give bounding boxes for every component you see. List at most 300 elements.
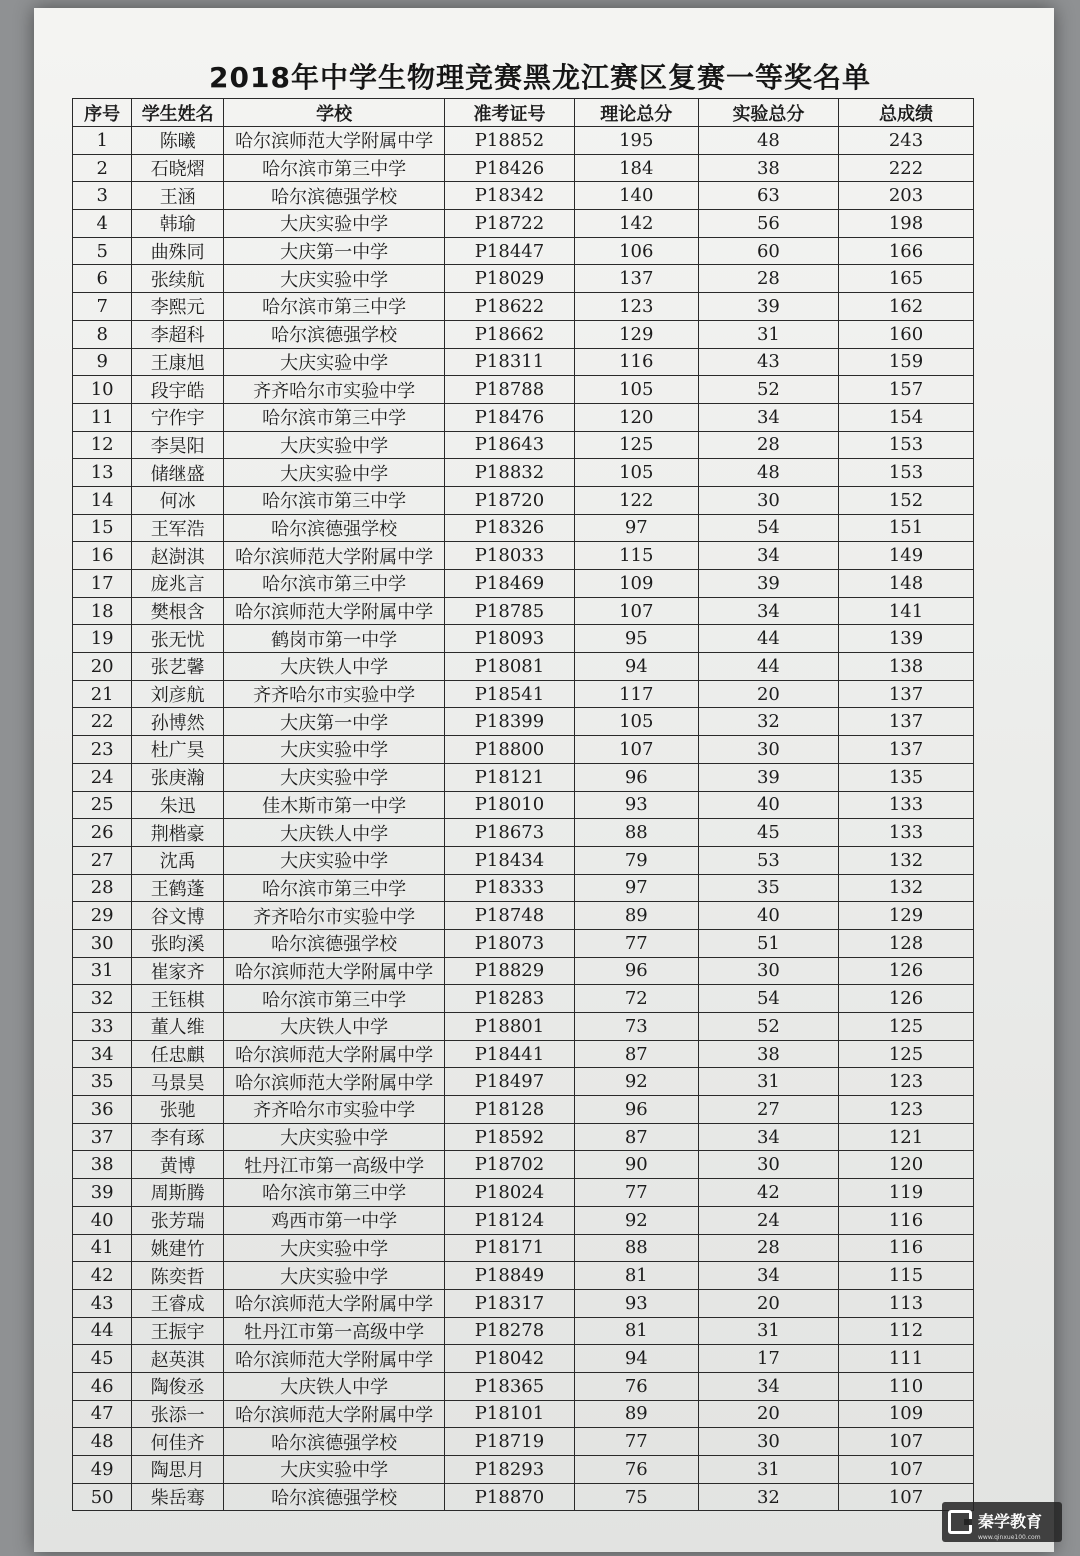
row-number: 39	[73, 1179, 132, 1207]
total-score: 141	[839, 597, 974, 625]
row-number: 44	[73, 1317, 132, 1345]
exam-id: P18441	[445, 1040, 574, 1068]
total-score: 112	[839, 1317, 974, 1345]
student-name: 姚建竹	[132, 1234, 224, 1262]
school-name: 哈尔滨师范大学附属中学	[224, 1068, 445, 1096]
table-row	[73, 320, 974, 348]
total-score: 111	[839, 1345, 974, 1373]
school-name: 哈尔滨师范大学附属中学	[224, 1345, 445, 1373]
lab-score: 28	[698, 431, 838, 459]
theory-score: 79	[574, 846, 698, 874]
row-number: 11	[73, 403, 132, 431]
exam-id: P18662	[445, 320, 574, 348]
theory-score: 116	[574, 348, 698, 376]
row-number: 28	[73, 874, 132, 902]
lab-score: 20	[698, 1400, 838, 1428]
lab-score: 31	[698, 1068, 838, 1096]
theory-score: 97	[574, 514, 698, 542]
row-number: 40	[73, 1206, 132, 1234]
school-name: 牡丹江市第一高级中学	[224, 1151, 445, 1179]
total-score: 162	[839, 293, 974, 321]
student-name: 陶俊丞	[132, 1372, 224, 1400]
total-score: 123	[839, 1096, 974, 1124]
lab-score: 56	[698, 210, 838, 238]
total-score: 121	[839, 1123, 974, 1151]
row-number: 2	[73, 154, 132, 182]
lab-score: 28	[698, 265, 838, 293]
lab-score: 31	[698, 1317, 838, 1345]
total-score: 107	[839, 1483, 974, 1511]
theory-score: 123	[574, 293, 698, 321]
total-score: 133	[839, 791, 974, 819]
lab-score: 32	[698, 708, 838, 736]
exam-id: P18081	[445, 653, 574, 681]
school-name: 大庆实验中学	[224, 736, 445, 764]
lab-score: 48	[698, 459, 838, 487]
school-name: 哈尔滨师范大学附属中学	[224, 1289, 445, 1317]
student-name: 王睿成	[132, 1289, 224, 1317]
exam-id: P18801	[445, 1013, 574, 1041]
student-name: 张无忧	[132, 625, 224, 653]
total-score: 123	[839, 1068, 974, 1096]
total-score: 151	[839, 514, 974, 542]
school-name: 齐齐哈尔市实验中学	[224, 376, 445, 404]
table-row	[73, 819, 974, 847]
student-name: 荆楷豪	[132, 819, 224, 847]
exam-id: P18128	[445, 1096, 574, 1124]
student-name: 张续航	[132, 265, 224, 293]
row-number: 50	[73, 1483, 132, 1511]
lab-score: 17	[698, 1345, 838, 1373]
table-row	[73, 1096, 974, 1124]
theory-score: 142	[574, 210, 698, 238]
theory-score: 97	[574, 874, 698, 902]
total-score: 243	[839, 127, 974, 155]
student-name: 李超科	[132, 320, 224, 348]
theory-score: 184	[574, 154, 698, 182]
total-score: 137	[839, 736, 974, 764]
student-name: 王钰棋	[132, 985, 224, 1013]
school-name: 齐齐哈尔市实验中学	[224, 902, 445, 930]
lab-score: 34	[698, 1262, 838, 1290]
table-row	[73, 210, 974, 238]
theory-score: 94	[574, 653, 698, 681]
theory-score: 81	[574, 1317, 698, 1345]
student-name: 任忠麒	[132, 1040, 224, 1068]
table-row	[73, 1013, 974, 1041]
lab-score: 52	[698, 376, 838, 404]
row-number: 36	[73, 1096, 132, 1124]
theory-score: 76	[574, 1456, 698, 1484]
exam-id: P18541	[445, 680, 574, 708]
exam-id: P18849	[445, 1262, 574, 1290]
total-score: 153	[839, 431, 974, 459]
table-row	[73, 1123, 974, 1151]
table-row	[73, 514, 974, 542]
total-score: 116	[839, 1234, 974, 1262]
school-name: 哈尔滨师范大学附属中学	[224, 597, 445, 625]
school-name: 哈尔滨德强学校	[224, 514, 445, 542]
table-row	[73, 1400, 974, 1428]
school-name: 哈尔滨市第三中学	[224, 1179, 445, 1207]
school-name: 哈尔滨市第三中学	[224, 154, 445, 182]
theory-score: 77	[574, 929, 698, 957]
exam-id: P18673	[445, 819, 574, 847]
row-number: 8	[73, 320, 132, 348]
lab-score: 30	[698, 957, 838, 985]
table-row	[73, 1040, 974, 1068]
lab-score: 30	[698, 1151, 838, 1179]
theory-score: 96	[574, 1096, 698, 1124]
lab-score: 43	[698, 348, 838, 376]
total-score: 107	[839, 1456, 974, 1484]
total-score: 166	[839, 237, 974, 265]
row-number: 46	[73, 1372, 132, 1400]
lab-score: 24	[698, 1206, 838, 1234]
school-name: 大庆实验中学	[224, 348, 445, 376]
student-name: 张添一	[132, 1400, 224, 1428]
school-name: 哈尔滨市第三中学	[224, 293, 445, 321]
total-score: 139	[839, 625, 974, 653]
student-name: 张芳瑞	[132, 1206, 224, 1234]
lab-score: 27	[698, 1096, 838, 1124]
table-row	[73, 1317, 974, 1345]
table-row	[73, 653, 974, 681]
table-row	[73, 265, 974, 293]
table-row	[73, 1262, 974, 1290]
row-number: 13	[73, 459, 132, 487]
table-row	[73, 403, 974, 431]
total-score: 203	[839, 182, 974, 210]
lab-score: 40	[698, 902, 838, 930]
school-name: 齐齐哈尔市实验中学	[224, 680, 445, 708]
student-name: 李昊阳	[132, 431, 224, 459]
theory-score: 96	[574, 957, 698, 985]
total-score: 153	[839, 459, 974, 487]
student-name: 张庚瀚	[132, 763, 224, 791]
theory-score: 87	[574, 1040, 698, 1068]
lab-score: 53	[698, 846, 838, 874]
row-number: 19	[73, 625, 132, 653]
school-name: 哈尔滨市第三中学	[224, 403, 445, 431]
theory-score: 125	[574, 431, 698, 459]
table-row	[73, 459, 974, 487]
exam-id: P18317	[445, 1289, 574, 1317]
row-number: 49	[73, 1456, 132, 1484]
table-body	[73, 127, 974, 1511]
row-number: 12	[73, 431, 132, 459]
table-row	[73, 597, 974, 625]
exam-id: P18748	[445, 902, 574, 930]
total-score: 125	[839, 1013, 974, 1041]
table-row	[73, 182, 974, 210]
row-number: 38	[73, 1151, 132, 1179]
awards-table	[72, 98, 974, 1511]
theory-score: 94	[574, 1345, 698, 1373]
row-number: 33	[73, 1013, 132, 1041]
exam-id: P18829	[445, 957, 574, 985]
theory-score: 105	[574, 708, 698, 736]
row-number: 22	[73, 708, 132, 736]
exam-id: P18010	[445, 791, 574, 819]
theory-score: 107	[574, 597, 698, 625]
theory-score: 88	[574, 819, 698, 847]
theory-score: 92	[574, 1206, 698, 1234]
theory-score: 109	[574, 570, 698, 598]
watermark	[942, 1502, 1062, 1542]
table-row	[73, 763, 974, 791]
row-number: 35	[73, 1068, 132, 1096]
theory-score: 93	[574, 1289, 698, 1317]
exam-id: P18293	[445, 1456, 574, 1484]
exam-id: P18311	[445, 348, 574, 376]
lab-score: 39	[698, 763, 838, 791]
exam-id: P18365	[445, 1372, 574, 1400]
school-name: 哈尔滨市第三中学	[224, 570, 445, 598]
school-name: 哈尔滨市第三中学	[224, 874, 445, 902]
lab-score: 42	[698, 1179, 838, 1207]
school-name: 大庆铁人中学	[224, 1372, 445, 1400]
school-name: 哈尔滨德强学校	[224, 182, 445, 210]
total-score: 152	[839, 486, 974, 514]
total-score: 222	[839, 154, 974, 182]
school-name: 大庆实验中学	[224, 459, 445, 487]
table-row	[73, 846, 974, 874]
student-name: 董人维	[132, 1013, 224, 1041]
lab-score: 34	[698, 1372, 838, 1400]
total-score: 137	[839, 680, 974, 708]
school-name: 大庆第一中学	[224, 708, 445, 736]
exam-id: P18073	[445, 929, 574, 957]
table-row	[73, 570, 974, 598]
lab-score: 38	[698, 1040, 838, 1068]
watermark-url: www.qinxue100.com	[978, 1534, 1041, 1541]
row-number: 48	[73, 1428, 132, 1456]
theory-score: 75	[574, 1483, 698, 1511]
exam-id: P18702	[445, 1151, 574, 1179]
student-name: 赵澍淇	[132, 542, 224, 570]
row-number: 9	[73, 348, 132, 376]
header-total-score: 总成绩	[839, 99, 974, 127]
row-number: 4	[73, 210, 132, 238]
school-name: 哈尔滨师范大学附属中学	[224, 1040, 445, 1068]
theory-score: 81	[574, 1262, 698, 1290]
student-name: 陈曦	[132, 127, 224, 155]
total-score: 126	[839, 985, 974, 1013]
exam-id: P18788	[445, 376, 574, 404]
exam-id: P18852	[445, 127, 574, 155]
exam-id: P18278	[445, 1317, 574, 1345]
school-name: 大庆实验中学	[224, 265, 445, 293]
total-score: 119	[839, 1179, 974, 1207]
table-row	[73, 348, 974, 376]
school-name: 哈尔滨师范大学附属中学	[224, 1400, 445, 1428]
school-name: 鹤岗市第一中学	[224, 625, 445, 653]
table-row	[73, 1483, 974, 1511]
table-row	[73, 293, 974, 321]
header-student-name: 学生姓名	[132, 99, 224, 127]
student-name: 李有琢	[132, 1123, 224, 1151]
row-number: 3	[73, 182, 132, 210]
total-score: 120	[839, 1151, 974, 1179]
school-name: 大庆铁人中学	[224, 1013, 445, 1041]
theory-score: 76	[574, 1372, 698, 1400]
table-row	[73, 1456, 974, 1484]
row-number: 21	[73, 680, 132, 708]
total-score: 107	[839, 1428, 974, 1456]
total-score: 129	[839, 902, 974, 930]
total-score: 159	[839, 348, 974, 376]
student-name: 何佳齐	[132, 1428, 224, 1456]
student-name: 谷文博	[132, 902, 224, 930]
brand-logo-icon	[948, 1510, 972, 1534]
lab-score: 51	[698, 929, 838, 957]
lab-score: 34	[698, 597, 838, 625]
exam-id: P18101	[445, 1400, 574, 1428]
exam-id: P18326	[445, 514, 574, 542]
row-number: 14	[73, 486, 132, 514]
school-name: 哈尔滨德强学校	[224, 320, 445, 348]
table-row	[73, 1151, 974, 1179]
row-number: 42	[73, 1262, 132, 1290]
lab-score: 31	[698, 320, 838, 348]
lab-score: 52	[698, 1013, 838, 1041]
school-name: 大庆实验中学	[224, 1456, 445, 1484]
theory-score: 129	[574, 320, 698, 348]
total-score: 128	[839, 929, 974, 957]
student-name: 何冰	[132, 486, 224, 514]
exam-id: P18497	[445, 1068, 574, 1096]
theory-score: 195	[574, 127, 698, 155]
school-name: 大庆实验中学	[224, 431, 445, 459]
total-score: 165	[839, 265, 974, 293]
theory-score: 117	[574, 680, 698, 708]
exam-id: P18124	[445, 1206, 574, 1234]
exam-id: P18785	[445, 597, 574, 625]
lab-score: 54	[698, 985, 838, 1013]
exam-id: P18476	[445, 403, 574, 431]
total-score: 154	[839, 403, 974, 431]
row-number: 7	[73, 293, 132, 321]
total-score: 115	[839, 1262, 974, 1290]
total-score: 126	[839, 957, 974, 985]
school-name: 哈尔滨德强学校	[224, 929, 445, 957]
school-name: 哈尔滨德强学校	[224, 1483, 445, 1511]
row-number: 25	[73, 791, 132, 819]
row-number: 26	[73, 819, 132, 847]
row-number: 16	[73, 542, 132, 570]
exam-id: P18029	[445, 265, 574, 293]
lab-score: 30	[698, 486, 838, 514]
school-name: 哈尔滨德强学校	[224, 1428, 445, 1456]
row-number: 24	[73, 763, 132, 791]
student-name: 张昀溪	[132, 929, 224, 957]
student-name: 石晓熠	[132, 154, 224, 182]
header-theory-score: 理论总分	[574, 99, 698, 127]
header-lab-score: 实验总分	[698, 99, 838, 127]
lab-score: 45	[698, 819, 838, 847]
row-number: 27	[73, 846, 132, 874]
total-score: 135	[839, 763, 974, 791]
theory-score: 115	[574, 542, 698, 570]
school-name: 大庆第一中学	[224, 237, 445, 265]
student-name: 王振宇	[132, 1317, 224, 1345]
student-name: 宁作宇	[132, 403, 224, 431]
row-number: 45	[73, 1345, 132, 1373]
row-number: 18	[73, 597, 132, 625]
theory-score: 96	[574, 763, 698, 791]
theory-score: 106	[574, 237, 698, 265]
total-score: 113	[839, 1289, 974, 1317]
theory-score: 140	[574, 182, 698, 210]
exam-id: P18832	[445, 459, 574, 487]
row-number: 34	[73, 1040, 132, 1068]
theory-score: 105	[574, 459, 698, 487]
school-name: 大庆铁人中学	[224, 819, 445, 847]
student-name: 李熙元	[132, 293, 224, 321]
total-score: 148	[839, 570, 974, 598]
exam-id: P18042	[445, 1345, 574, 1373]
lab-score: 30	[698, 1428, 838, 1456]
header-exam-id: 准考证号	[445, 99, 574, 127]
lab-score: 44	[698, 625, 838, 653]
theory-score: 122	[574, 486, 698, 514]
exam-id: P18434	[445, 846, 574, 874]
exam-id: P18719	[445, 1428, 574, 1456]
theory-score: 95	[574, 625, 698, 653]
theory-score: 90	[574, 1151, 698, 1179]
lab-score: 39	[698, 570, 838, 598]
school-name: 大庆实验中学	[224, 1123, 445, 1151]
school-name: 鸡西市第一中学	[224, 1206, 445, 1234]
exam-id: P18469	[445, 570, 574, 598]
row-number: 5	[73, 237, 132, 265]
page-title: 2018年中学生物理竞赛黑龙江赛区复赛一等奖名单	[209, 61, 871, 94]
table-row	[73, 957, 974, 985]
theory-score: 107	[574, 736, 698, 764]
row-number: 17	[73, 570, 132, 598]
header-school: 学校	[224, 99, 445, 127]
school-name: 大庆实验中学	[224, 1262, 445, 1290]
total-score: 110	[839, 1372, 974, 1400]
lab-score: 30	[698, 736, 838, 764]
total-score: 137	[839, 708, 974, 736]
total-score: 132	[839, 846, 974, 874]
total-score: 198	[839, 210, 974, 238]
student-name: 王军浩	[132, 514, 224, 542]
lab-score: 40	[698, 791, 838, 819]
school-name: 哈尔滨市第三中学	[224, 486, 445, 514]
table-row	[73, 1206, 974, 1234]
table-row	[73, 985, 974, 1013]
table-row	[73, 431, 974, 459]
exam-id: P18024	[445, 1179, 574, 1207]
row-number: 43	[73, 1289, 132, 1317]
lab-score: 32	[698, 1483, 838, 1511]
table-row	[73, 1289, 974, 1317]
theory-score: 73	[574, 1013, 698, 1041]
school-name: 佳木斯市第一中学	[224, 791, 445, 819]
lab-score: 54	[698, 514, 838, 542]
exam-id: P18592	[445, 1123, 574, 1151]
school-name: 哈尔滨师范大学附属中学	[224, 542, 445, 570]
school-name: 哈尔滨师范大学附属中学	[224, 957, 445, 985]
lab-score: 20	[698, 1289, 838, 1317]
theory-score: 77	[574, 1428, 698, 1456]
student-name: 朱迅	[132, 791, 224, 819]
total-score: 132	[839, 874, 974, 902]
school-name: 大庆实验中学	[224, 1234, 445, 1262]
